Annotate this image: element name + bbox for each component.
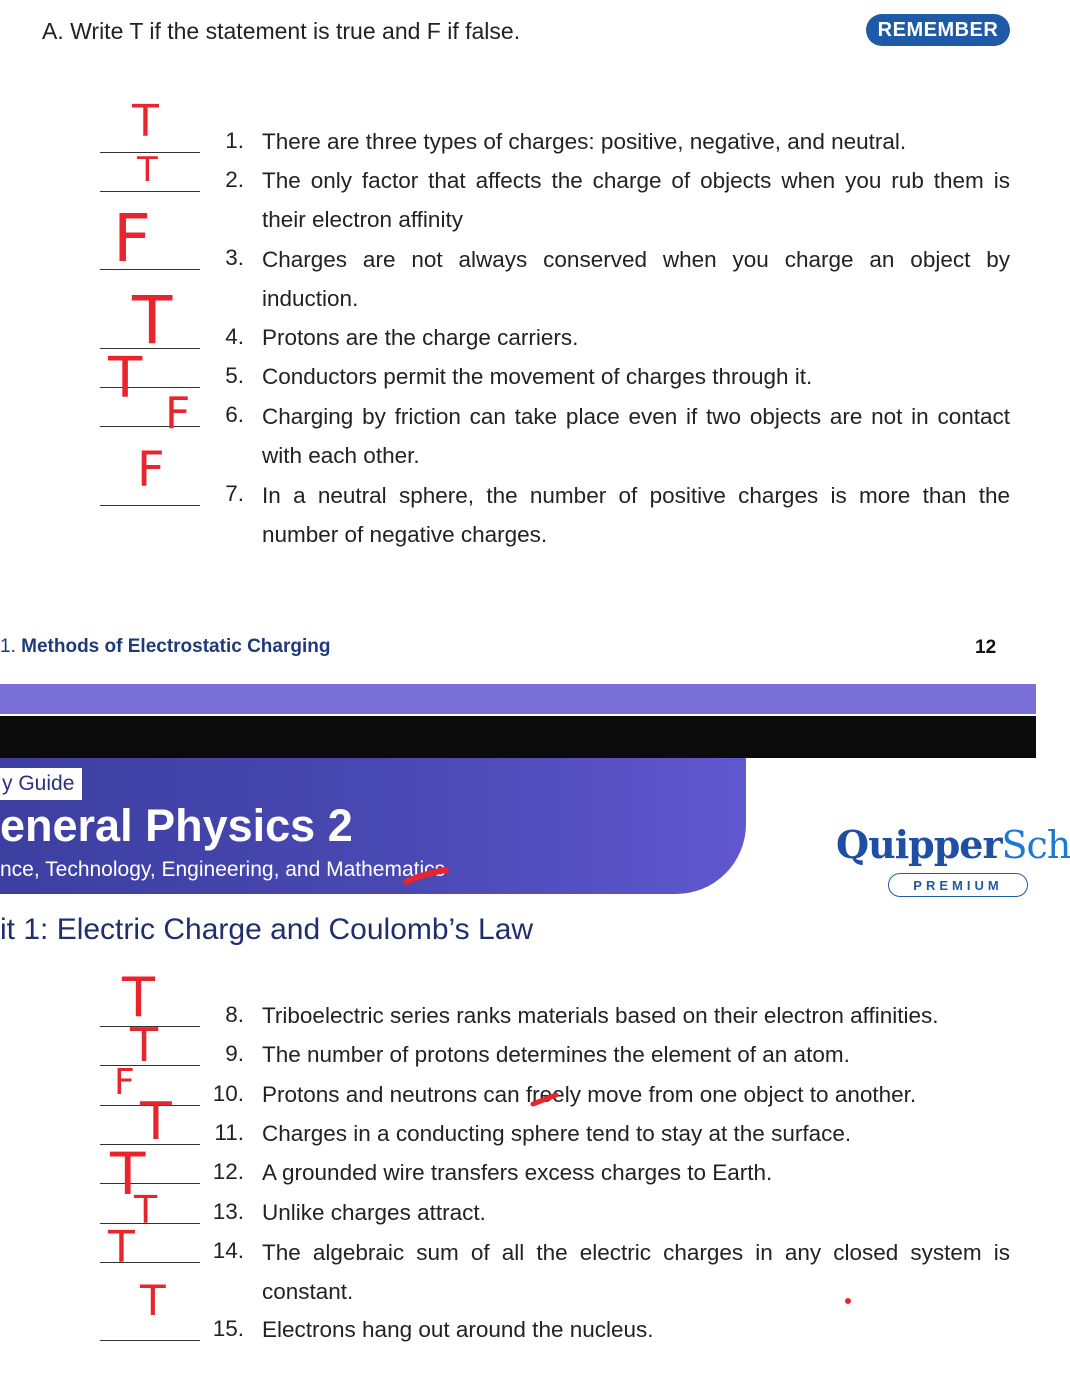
item-number: 9. <box>225 1041 244 1066</box>
handwritten-answer: T <box>140 1092 172 1152</box>
statement-text: There are three types of charges: positive, negative, and neutral. <box>262 129 907 154</box>
red-strike-mark <box>530 1090 560 1110</box>
statement-text: Protons are the charge carriers. <box>262 325 579 350</box>
statement-text: Charges are not always conserved when you charge an object by induction. <box>262 247 1010 311</box>
handwritten-answer: F <box>113 200 151 277</box>
statement-text: Protons and neutrons can freely move from one object to another. <box>262 1082 917 1107</box>
red-mark <box>402 864 450 888</box>
handwritten-answer: T <box>137 150 158 190</box>
statement-text: In a neutral sphere, the number of positive charges is more than the number of negative charges. <box>262 483 1010 547</box>
lesson-number: 1. <box>0 636 16 657</box>
handwritten-answer: T <box>134 1188 158 1232</box>
item-number: 6. <box>225 402 244 427</box>
handwritten-answer: T <box>110 1140 146 1208</box>
statement-text: The algebraic sum of all the electric charges in any closed system is constant. <box>262 1240 1010 1304</box>
item-number: 10. <box>212 1081 244 1106</box>
handwritten-answer: T <box>132 282 173 359</box>
handwritten-answer: T <box>130 1018 159 1072</box>
item-number: 2. <box>225 167 244 192</box>
course-title: eneral Physics 2 <box>0 800 353 851</box>
unit-title: it 1: Electric Charge and Coulomb’s Law <box>0 913 534 946</box>
answer-blank[interactable] <box>100 505 200 506</box>
item-number: 13. <box>212 1199 244 1224</box>
handwritten-answer: T <box>132 96 159 147</box>
purple-band <box>0 684 1036 714</box>
brand-light: Sch <box>1001 823 1070 867</box>
handwritten-answer: T <box>122 966 155 1029</box>
brand-bold: Quipper <box>836 822 1002 867</box>
handwritten-answer: T <box>108 346 143 411</box>
item-number: 8. <box>225 1002 244 1027</box>
item-number: 4. <box>225 324 244 349</box>
statement-text: The only factor that affects the charge of objects when you rub them is their electron affinity <box>262 168 1010 232</box>
item-number: 12. <box>212 1159 244 1184</box>
item-number: 5. <box>225 363 244 388</box>
statement-text: Conductors permit the movement of charges through it. <box>262 364 813 389</box>
item-number: 14. <box>212 1238 244 1263</box>
page-number: 12 <box>975 637 997 658</box>
handwritten-answer: F <box>165 388 191 439</box>
lesson-footer <box>0 636 330 658</box>
item-number: 11. <box>214 1120 244 1145</box>
item-number: 7. <box>225 481 244 506</box>
handwritten-answer: T <box>140 1276 166 1325</box>
answer-blank[interactable] <box>100 1340 200 1341</box>
statement-text: A grounded wire transfers excess charges to Earth. <box>262 1160 773 1185</box>
statement-text: Charging by friction can take place even if two objects are not in contact with each other. <box>262 404 1010 468</box>
brand-logo <box>836 822 1070 867</box>
remember-badge: REMEMBER <box>866 14 1010 46</box>
guide-tab: y Guide <box>0 768 82 800</box>
answer-blank[interactable] <box>100 191 200 192</box>
black-band <box>0 716 1036 758</box>
handwritten-answer: F <box>114 1062 135 1103</box>
item-number: 3. <box>225 245 244 270</box>
statement-text: Electrons hang out around the nucleus. <box>262 1317 654 1342</box>
statement-text: Charges in a conducting sphere tend to stay at the surface. <box>262 1121 852 1146</box>
premium-badge: PREMIUM <box>888 873 1028 897</box>
handwritten-answer: F <box>137 442 165 498</box>
item-number: 1. <box>225 128 244 153</box>
statement-text: The number of protons determines the element of an atom. <box>262 1042 850 1067</box>
statement-text: Triboelectric series ranks materials based on their electron affinities. <box>262 1003 939 1028</box>
statement-text: Unlike charges attract. <box>262 1200 486 1225</box>
item-number: 15. <box>212 1316 244 1341</box>
red-dot <box>845 1298 851 1304</box>
lesson-title: Methods of Electrostatic Charging <box>21 636 331 657</box>
course-subtitle: nce, Technology, Engineering, and Mathematics <box>0 858 446 881</box>
instruction-text: A. Write T if the statement is true and F if false. <box>42 18 521 44</box>
handwritten-answer: T <box>108 1222 135 1273</box>
